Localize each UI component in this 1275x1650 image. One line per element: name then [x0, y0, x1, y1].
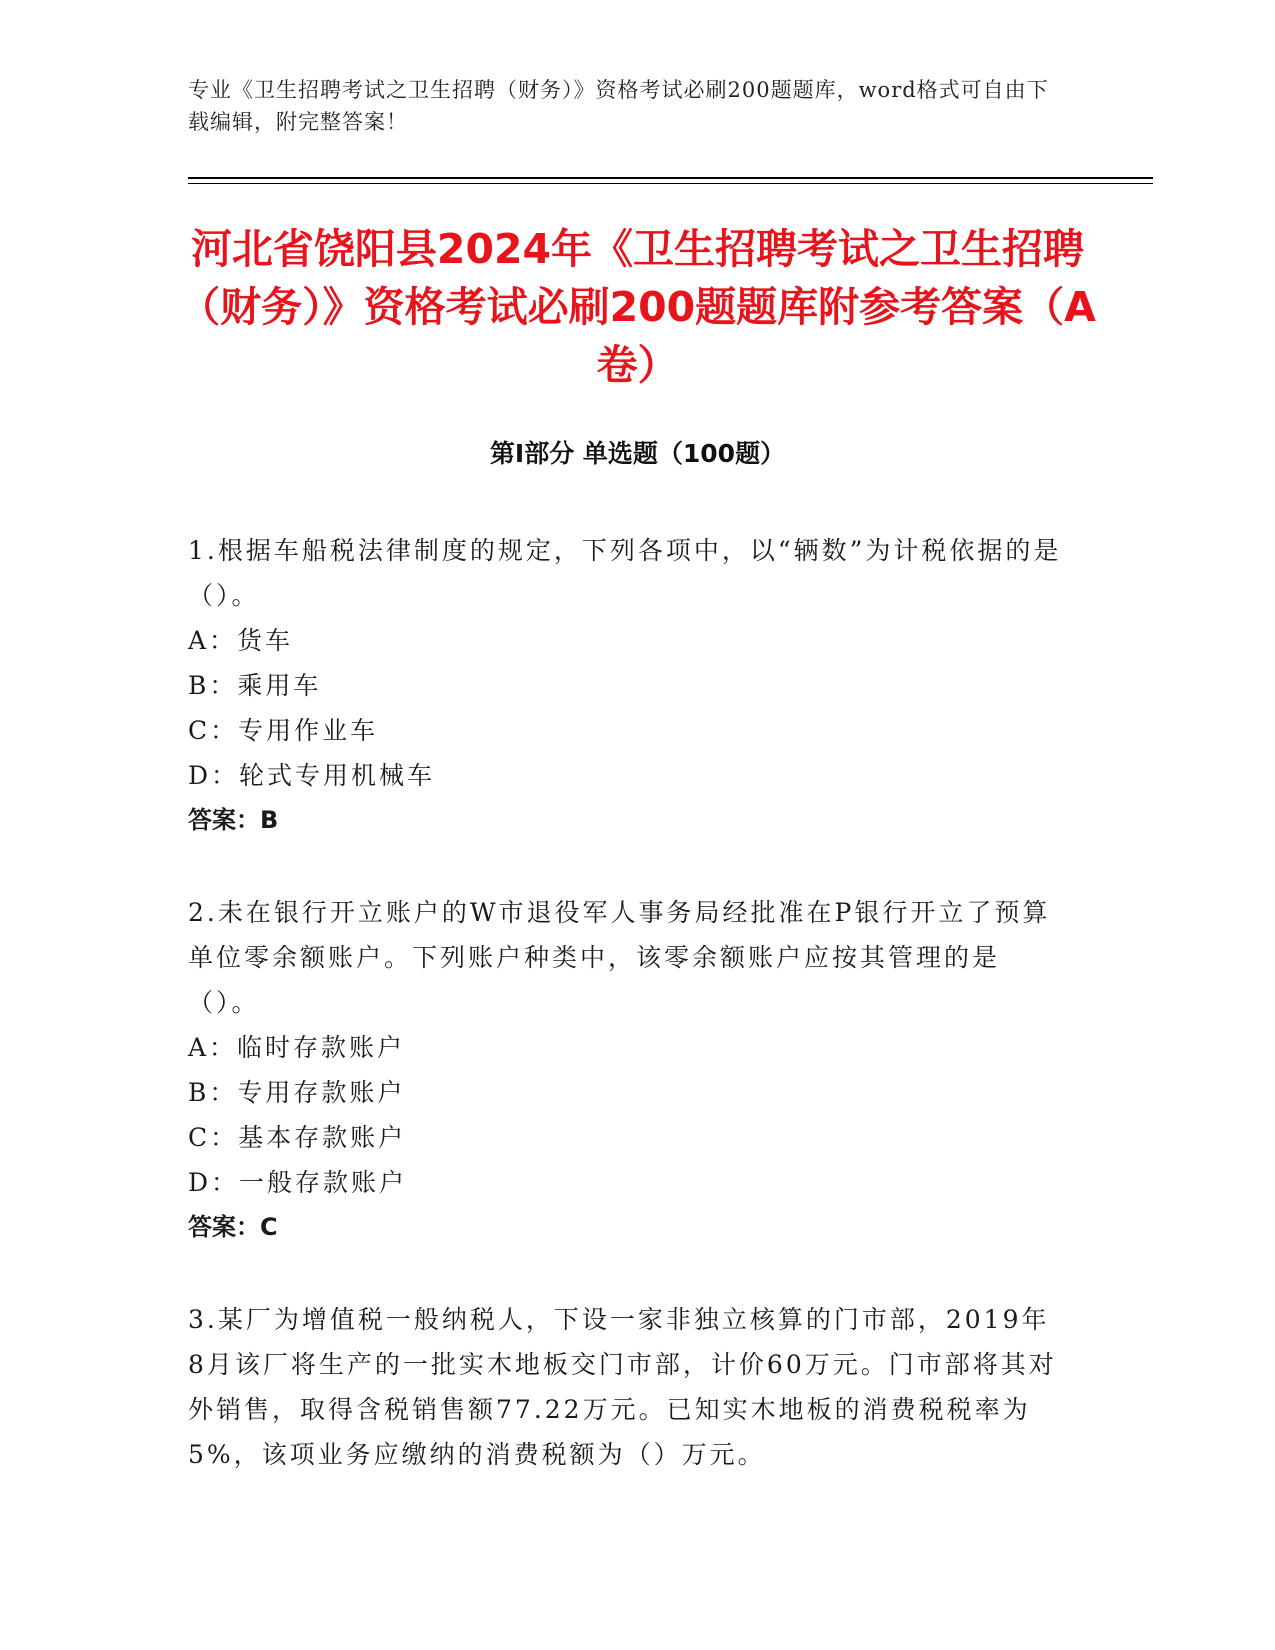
header-divider-thin: [188, 183, 1153, 184]
option-d: D：轮式专用机械车: [188, 761, 436, 790]
section-heading: 第Ⅰ部分 单选题（100题）: [489, 439, 786, 468]
question-list: [188, 528, 1068, 1524]
option-c: C：基本存款账户: [188, 1123, 407, 1152]
question-1: [188, 528, 1068, 843]
option-d: D：一般存款账户: [188, 1168, 408, 1197]
question-3: [188, 1297, 1068, 1477]
question-2: [188, 890, 1068, 1250]
question-stem: 1.根据车船税法律制度的规定，下列各项中，以“辆数”为计税依据的是（）。: [188, 536, 1062, 610]
question-stem: 2.未在银行开立账户的W市退役军人事务局经批准在P银行开立了预算单位零余额账户。下列账户种类中，该零余额账户应按其管理的是（）。: [188, 898, 1051, 1017]
option-b: B：乘用车: [188, 671, 322, 700]
option-b: B：专用存款账户: [188, 1078, 406, 1107]
answer-label: 答案：B: [188, 806, 279, 834]
option-c: C：专用作业车: [188, 716, 379, 745]
document-title: 河北省饶阳县2024年《卫生招聘考试之卫生招聘（财务）》资格考试必刷200题题库附参考答案（A卷）: [179, 225, 1096, 389]
question-stem: 3.某厂为增值税一般纳税人，下设一家非独立核算的门市部，2019年8月该厂将生产的一批实木地板交门市部，计价60万元。门市部将其对外销售，取得含税销售额77.22万元。已知实木地板的消费税税率为5%，该项业务应缴纳的消费税额为（）万元。: [188, 1305, 1057, 1469]
answer-label: 答案：C: [188, 1213, 278, 1241]
header-note: 专业《卫生招聘考试之卫生招聘（财务）》资格考试必刷200题题库，word格式可自由下载编辑，附完整答案！: [188, 78, 1049, 134]
option-a: A：临时存款账户: [188, 1033, 406, 1062]
option-a: A：货车: [188, 626, 294, 655]
header-divider-thick: [188, 177, 1153, 179]
